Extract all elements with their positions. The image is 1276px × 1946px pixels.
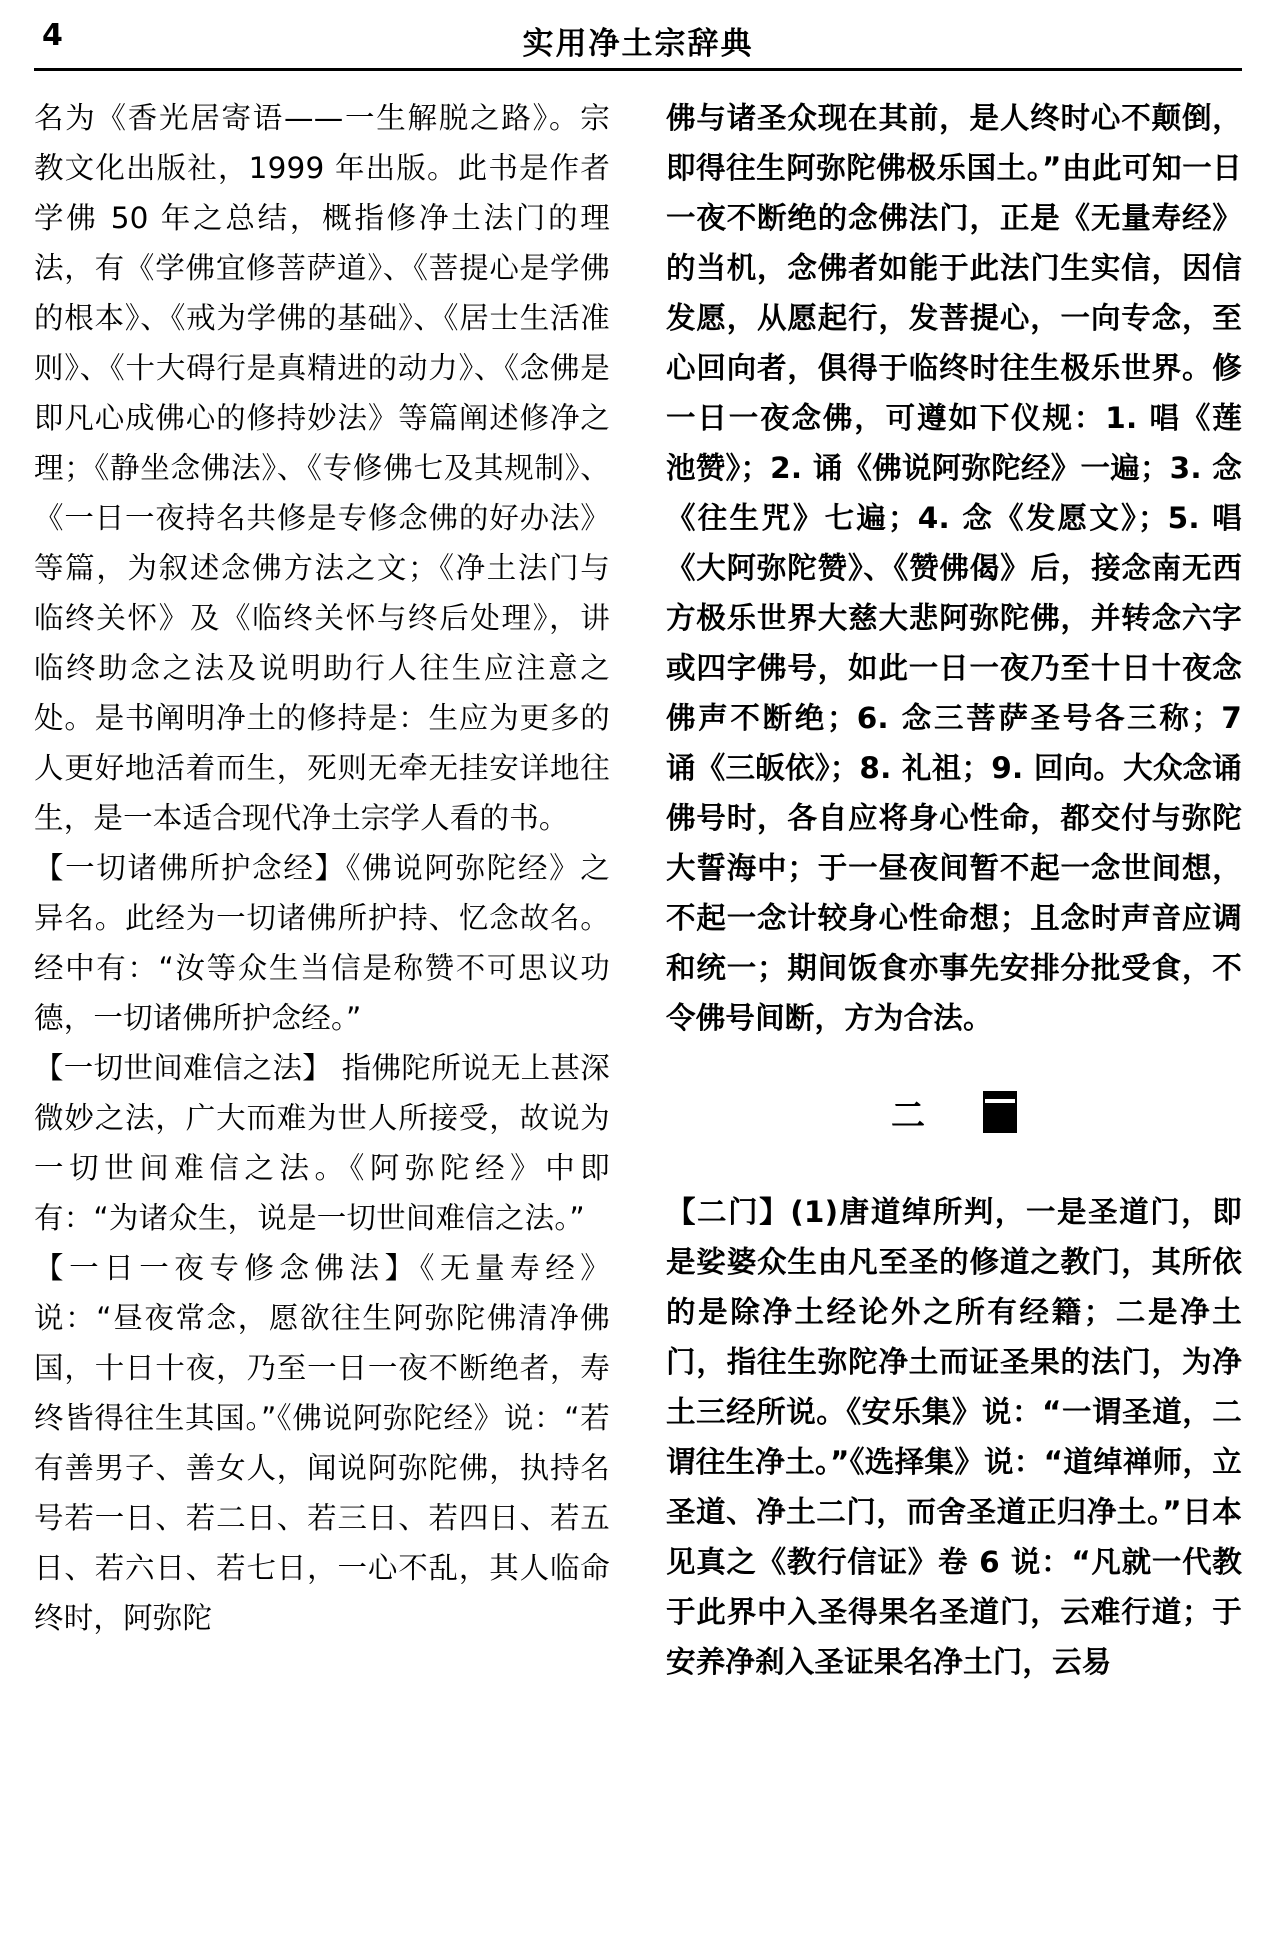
entry-yiri-yiye-zhuanxiu: 【一日一夜专修念佛法】《无量寿经》说：“昼夜常念，愿欲往生阿弥陀佛清净佛国，十日十夜，乃至一日一夜不断绝者，寿终皆得往生其国。”《佛说阿弥陀经》说：“若有善男子、善女人，闻说阿弥陀佛，执持名号若一日、若二日、若三日、若四日、若五日、若六日、若七日，一心不乱，其人临命终时，阿弥陀 — [34, 1251, 610, 1635]
page-number: 4 — [42, 18, 63, 53]
entry-yiqie-zhufo-suohunianjing: 【一切诸佛所护念经】《佛说阿弥陀经》之异名。此经为一切诸佛所护持、忆念故名。经中有：“汝等众生当信是称赞不可思议功德，一切诸佛所护念经。” — [34, 851, 610, 1035]
entry-yiqie-shijian-nanxin: 【一切世间难信之法】 指佛陀所说无上甚深微妙之法，广大而难为世人所接受，故说为一切世间难信之法。《阿弥陀经》中即有：“为诸众生，说是一切世间难信之法。” — [34, 1051, 610, 1235]
black-block-icon — [983, 1091, 1017, 1133]
right-column — [638, 93, 1242, 1893]
section-numeral: 二 — [891, 1095, 925, 1136]
header-rule — [34, 68, 1242, 71]
left-column — [34, 93, 638, 1893]
section-divider — [666, 1077, 1242, 1147]
running-title: 实用净土宗辞典 — [522, 26, 754, 62]
entry-ermen: 【二门】(1)唐道绰所判，一是圣道门，即是娑婆众生由凡至圣的修道之教门，其所依的是除净土经论外之所有经籍；二是净土门，指往生弥陀净土而证圣果的法门，为净土三经所说。《安乐集》说：“一谓圣道，二谓往生净土。”《选择集》说：“道绰禅师，立圣道、净土二门，而舍圣道正归净土。”日本见真之《教行信证》卷 6 说：“凡就一代教于此界中入圣得果名圣道门，云难行道；于安养净刹入圣证果名净土门，云易 — [666, 1195, 1242, 1679]
page-header — [34, 18, 1242, 64]
body-columns — [34, 93, 1242, 1893]
para-continuation-nianfo: 佛与诸圣众现在其前，是人终时心不颠倒，即得往生阿弥陀佛极乐国土。”由此可知一日一夜不断绝的念佛法门，正是《无量寿经》的当机，念佛者如能于此法门生实信，因信发愿，从愿起行，发菩提心，一向专念，至心回向者，俱得于临终时往生极乐世界。修一日一夜念佛，可遵如下仪规：1. 唱《莲池赞》；2. 诵《佛说阿弥陀经》一遍；3. 念《往生咒》七遍；4. 念《发愿文》；5. 唱《大阿弥陀赞》、《赞佛偈》后，接念南无西方极乐世界大慈大悲阿弥陀佛，并转念六字或四字佛号，如此一日一夜乃至十日十夜念佛声不断绝；6. 念三菩萨圣号各三称；7 诵《三皈依》；8. 礼祖；9. 回向。大众念诵佛号时，各自应将身心性命，都交付与弥陀大誓海中；于一昼夜间暂不起一念世间想，不起一念计较身心性命想；且念时声音应调和统一；期间饭食亦事先安排分批受食，不令佛号间断，方为合法。 — [666, 101, 1242, 1035]
para-xiangguang: 名为《香光居寄语——一生解脱之路》。宗教文化出版社，1999 年出版。此书是作者学佛 50 年之总结，概指修净土法门的理法，有《学佛宜修菩萨道》、《菩提心是学佛的根本》、《戒为学佛的基础》、《居士生活准则》、《十大碍行是真精进的动力》、《念佛是即凡心成佛心的修持妙法》等篇阐述修净之理；《静坐念佛法》、《专修佛七及其规制》、《一日一夜持名共修是专修念佛的好办法》等篇，为叙述念佛方法之文；《净土法门与临终关怀》及《临终关怀与终后处理》，讲临终助念之法及说明助行人往生应注意之处。是书阐明净土的修持是：生应为更多的人更好地活着而生，死则无牵无挂安详地往生，是一本适合现代净土宗学人看的书。 — [34, 101, 610, 835]
